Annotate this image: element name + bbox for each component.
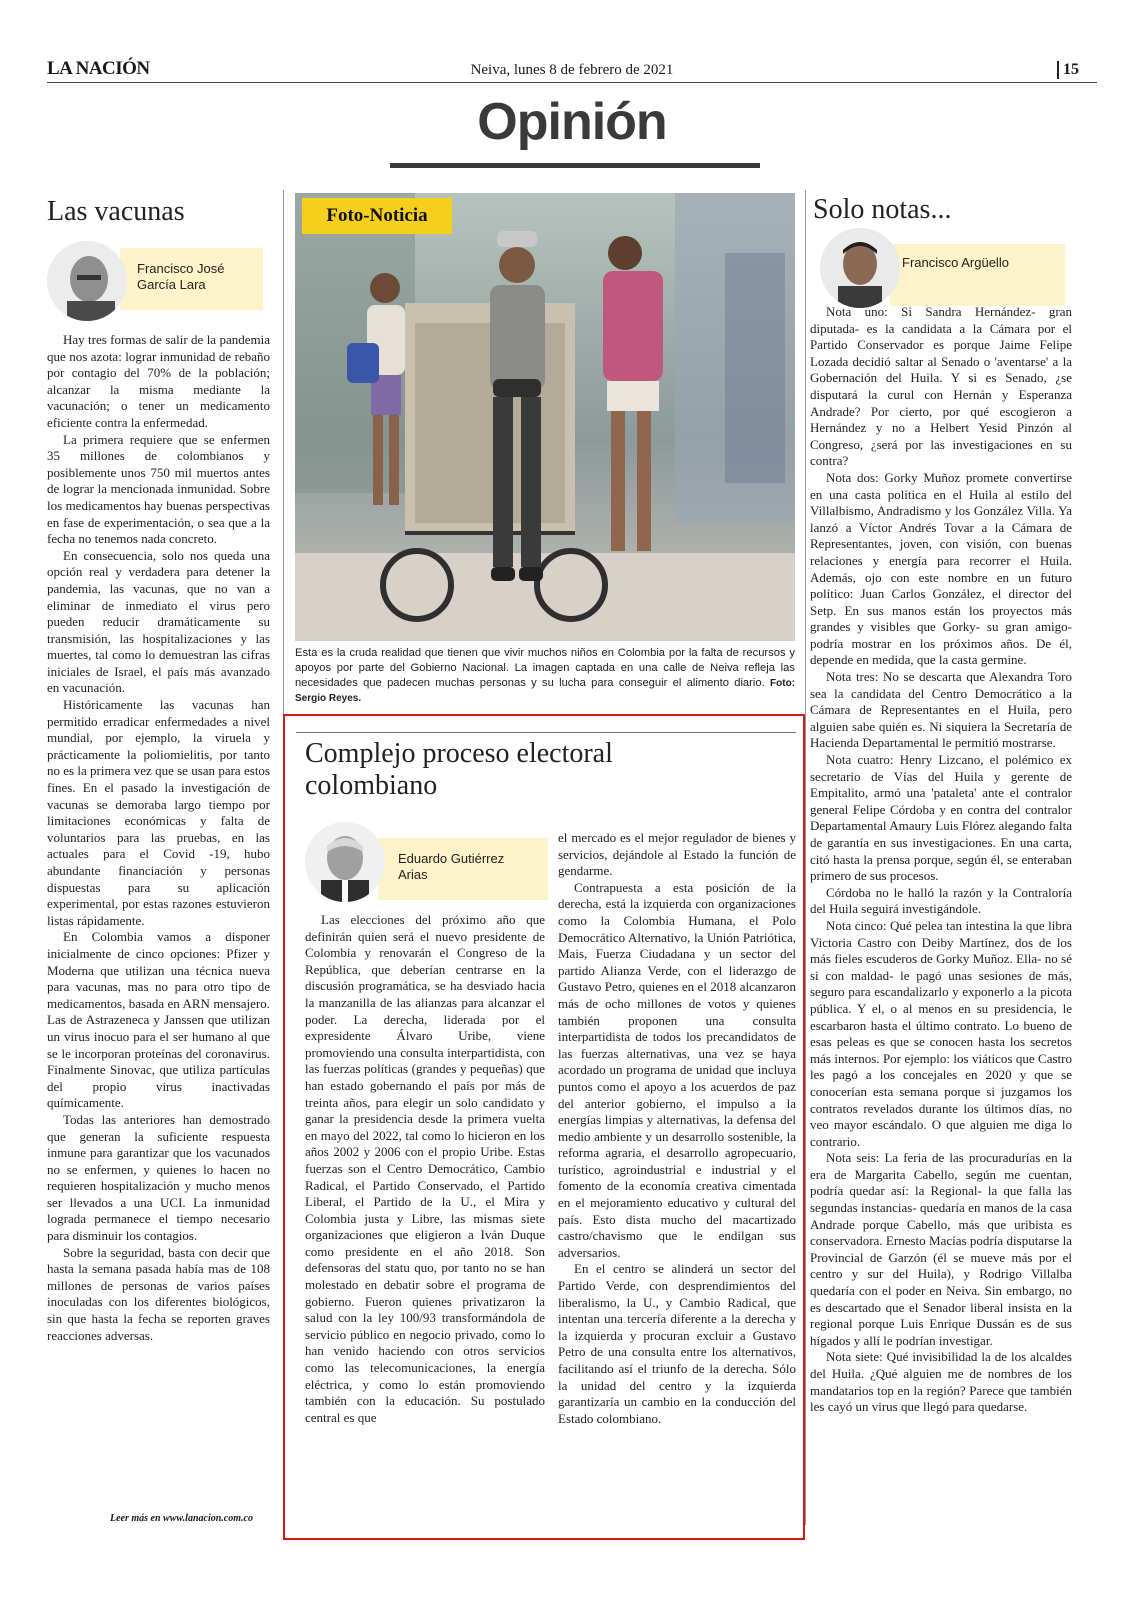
photo-caption: [295, 646, 795, 706]
author-photo-notas: [820, 228, 900, 308]
title-line1: Complejo proceso electoral: [305, 738, 613, 769]
author-photo-electoral: [305, 822, 385, 902]
title-line2: colombiano: [305, 770, 438, 801]
column-divider: [805, 190, 806, 1525]
page-number: 15: [1057, 61, 1079, 79]
article-title-notas: Solo notas...: [813, 194, 952, 225]
paragraph: Todas las anteriores han demostrado que generan la suficiente respuesta inmune para garantizar que los vacunados no se enfermen, y quienes lo hacen no requieren hospitalización y mucho menos ser llevados a una UCI. La inmunidad lograda permanece el tiempo necesario para disminuir los contagios.: [47, 1111, 270, 1244]
author-name-line2: Arias: [398, 867, 428, 882]
article-top-rule: [296, 732, 796, 733]
author-box-notas: [890, 244, 1065, 306]
author-box-vacunas: [120, 248, 263, 310]
masthead-rule: [47, 82, 1097, 83]
paragraph: Nota siete: Qué invisibilidad la de los alcaldes del Huila. ¿Qué alguien me de nombres de los mandatarios top en la región? Parece que también les cayó un virus que llegó para quedarse.: [810, 1349, 1072, 1415]
read-more-link[interactable]: Leer más en www.lanacion.com.co: [110, 1513, 253, 1524]
paragraph: Las elecciones del próximo año que definirán quien será el nuevo presidente de Colombia y renovarán el Congreso de la República, que deberían centrarse en la discusión programática, se ha desviado hacia la manzanilla de las alianzas para alcanzar el poder. La derecha, liderada por el expresidente Álvaro Uribe, viene promoviendo una consulta interpartidista, con las fuerzas políticas (grandes y pequeñas) que han estado gobernando el país por más de treinta años, para elegir un solo candidato y ganar la presidencia desde la primera vuelta en mayo del 2022, tal como lo hicieron en los años 2002 y 2006 con el propio Uribe. Estas fuerzas son el Centro Democrático, Cambio Radical, el Partido Conservado, el Partido Liberal, el Partido de la U., el Mira y Colombia justa y Libre, las mismas siete organizaciones que eligieron a Iván Duque como presidente en el año 2018. Son defensoras del statu quo, por tanto no se han molestado en debatir sobre el programa de gobierno. Fueron quienes privatizaron la salud con la ley 100/93 transformándola de servicio público en negocio privado, como lo han venido haciendo con otros servicios como las telecomunicaciones, la energía eléctrica, y como lo están promoviendo también con la educación. Su postulado central es que: [305, 912, 545, 1425]
paragraph: Nota uno: Si Sandra Hernández- gran diputada- es la candidata a la Cámara por el Partido Conservador es porque Jaime Felipe Lozada decidió saltar al Senado o 'aventarse' a la Gobernación del Huila. Y si es Senado, ¿se disputará la curul con Hernán y Esperanza Andrade? Por cierto, por qué escogieron a Hernández y no a Helbert Yesid Pinzón al Congreso, ¿será por las investigaciones en su contra?: [810, 304, 1072, 469]
paragraph: Nota cuatro: Henry Lizcano, el polémico ex secretario de Vías del Huila y gerente de Empitalito, armó una 'pataleta' ante el contralor general Felipe Córdoba y en contra del contralor Departamental Amaury Luis Flórez alegando falta de garantía en sus investigaciones. En una carta, citó hasta la prensa porque, según él, se enteraban primero de sus procesos.: [810, 752, 1072, 884]
paragraph: el mercado es el mejor regulador de bienes y servicios, dejándole al Estado la función de gendarme.: [558, 830, 796, 879]
paragraph: Históricamente las vacunas han permitido erradicar enfermedades a nivel mundial, por ejemplo, la viruela y prácticamente la poliomielitis, por tanto no es la primera vez que se usan para estos fines. En el pasado la investigación de vacunas se demoraba largo tiempo por limitaciones económicas y falta de voluntarios para las pruebas, en las actuales para el Covid -19, hubo abundante financiación y personas dispuestas para su aplicación experimental, por estas razones estuvieron listas rápidamente.: [47, 697, 270, 928]
article-body-notas: [810, 304, 1072, 1416]
paragraph: Nota seis: La feria de las procuradurías en la era de Margarita Cabello, según me cuentan, podría quedar así: la Regional- la que falla las segundas instancias- quedaría en manos de la casa Andrade porque Cabello, más que uribista es conservadora. Ernesto Macías podría disputarse la Provincial de Garzón (él se mueve más por el centro y sur del Huila), y Rodrigo Villalba quedaría con el poder en Neiva. Sin embargo, no es descartado que el Senador liberal insista en la regional porque Luis Enrique Dussán es de sus hígados y allí le podrían investigar.: [810, 1150, 1072, 1348]
section-underline: [390, 163, 760, 168]
paragraph: Contrapuesta a esta posición de la derecha, está la izquierda con organizaciones como la Colombia Humana, el Polo Democrático Alternativo, la Unión Patriótica, Mais, Fuerza Ciudadana y un sector del partido Alianza Verde, con el liderazgo de Gustavo Petro, quienes en el 2018 alcanzaron más de ocho millones de votos y quienes también proponen una consulta interpartidista de todos los precandidatos de las fuerzas alternativas, una vez se haya acordado un programa de unidad que incluya puntos como el apoyo a los acuerdos de paz del anterior gobierno, el impulso a la energías limpias y alternativas, la defensa del medio ambiente y un desarrollo sostenible, la reforma agraria, el desarrollo agropecuario, turístico, agroindustrial e industrial y el fomento de la economía creativa cimentada en el mejoramiento educativo y cultural del país. Esto dista mucho del macartizado castro/chavismo que le endilgan sus adversarios.: [558, 879, 796, 1260]
article-body-vacunas: [47, 332, 270, 1344]
masthead-logo: LA NACIÓN: [47, 58, 150, 79]
paragraph: Hay tres formas de salir de la pandemia que nos azota: lograr inmunidad de rebaño por contagio del 70% de la población; alcanzar la misma mediante la vacunación; o tener un medicamento eficiente contra la enfermedad.: [47, 332, 270, 430]
article-title-electoral: [305, 738, 785, 802]
author-name-line2: García Lara: [137, 277, 206, 292]
section-title: Opinión: [477, 93, 667, 151]
author-photo-vacunas: [47, 241, 127, 321]
paragraph: Nota cinco: Qué pelea tan intestina la que libra Victoria Castro con Deiby Martínez, dos de los más fieles escuderos de Gorky Muñoz. Ella- no sé si con maldad- le pagó unas sesiones de más, seguro para escandalizarlo y exponerlo a la picota pública. Y el, o al menos en su presidencia, le escarbaron hasta el último contrato. Lo bueno de esas peleas es que se conocen hasta los secretos más internos. Por ejemplo: los viáticos que Castro les pagó a los concejales en 2020 y que se conocerían esta semana porque si juzgamos los contratos revelados durante los últimos días, no veo mayor escándalo. O que alguien me diga lo contrario.: [810, 917, 1072, 1149]
photo-credit: Foto: Sergio Reyes.: [295, 678, 796, 704]
paragraph: Nota tres: No se descarta que Alexandra Toro sea la candidata del Centro Democrático a la Cámara de Representantes en el Huila, pero alguien sabe quién es. Ni siquiera la Secretaría de Hacienda Departamental le permitió mostrarse.: [810, 669, 1072, 751]
paragraph: En el centro se alinderá un sector del Partido Verde, con desprendimientos del liberalismo, la U., y Cambio Radical, que intentan una tercería diferente a la derecha y la izquierda y procuran excluir a Gustavo Petro de una consulta entre los alternativos, facilitando así el triunfo de la derecha. Sólo la unidad del centro y la izquierda garantizaría un cambio en la conducción del Estado colombiano.: [558, 1261, 796, 1426]
news-photo: [295, 193, 795, 641]
caption-text: Esta es la cruda realidad que tienen que vivir muchos niños en Colombia por la falta de recursos y apoyos por parte del Gobierno Nacional. La imagen captada en una calle de Neiva refleja las necesidades que padecen muchas personas y su lucha para conseguir el alimento diario.: [295, 647, 795, 689]
author-box-electoral: [378, 838, 548, 900]
paragraph: La primera requiere que se enfermen 35 millones de colombianos y posiblemente unos 750 mil muertos antes de lograr la mencionada inmunidad. Sobre los medicamentos hay buenas perspectivas en fase de experimentación, o sea que a la fecha no tenemos nada concreto.: [47, 431, 270, 547]
author-name-line1: Eduardo Gutiérrez: [398, 851, 505, 866]
paragraph: En Colombia vamos a disponer inicialmente de cinco opciones: Pfizer y Moderna que utilizan una técnica nueva para vacunas, mas no para otro tipo de medicamentos, basada en ARN mensajero. Las de Astrazeneca y Janssen que utilizan un virus inocuo para el ser humano al que se le incorporan proteínas del coronavirus. Finalmente Sinovac, que utiliza partículas del propio virus inactivadas químicamente.: [47, 929, 270, 1111]
article-body-electoral-col1: [305, 912, 545, 1426]
dateline: Neiva, lunes 8 de febrero de 2021: [470, 62, 674, 78]
paragraph: Córdoba no le halló la razón y la Contraloría del Huila seguirá investigándole.: [810, 884, 1072, 917]
paragraph: Nota dos: Gorky Muñoz promete convertirse en una casta política en el Huila al estilo del Villalbismo, Andradismo y los González Villa. Ya lanzó a Víctor Andrés Tovar a la Cámara de Representantes, joven, con visión, con buenas relaciones y energía para recorrer el Huila. Además, ojo con este nombre en un futuro político: Juan Carlos González, el director del Setp. En sus manos están los proyectos más grandes y visibles que Gorky- su gran amigo- podría mostrar en los próximos años. De él, depende en medida, que la casta germine.: [810, 469, 1072, 668]
author-name: Francisco Argüello: [902, 255, 1009, 270]
article-body-electoral-col2: [558, 830, 796, 1427]
author-name-line1: Francisco José: [137, 261, 225, 276]
paragraph: Sobre la seguridad, basta con decir que hasta la semana pasada había mas de 108 millones de personas de varios países inoculadas con los diferentes biológicos, sin que hasta la fecha se reporten graves reacciones adversas.: [47, 1244, 270, 1343]
article-title-vacunas: Las vacunas: [47, 196, 185, 227]
foto-noticia-tag: Foto-Noticia: [302, 198, 452, 234]
paragraph: En consecuencia, solo nos queda una opción real y verdadera para detener la pandemia, las vacunas, que no van a eliminar de inmediato el virus pero pueden reducir dramáticamente su transmisión, las hospitalizaciones y las muertes, tal como lo demuestran las cifras iniciales de Israel, el país más avanzado en vacunación.: [47, 547, 270, 696]
